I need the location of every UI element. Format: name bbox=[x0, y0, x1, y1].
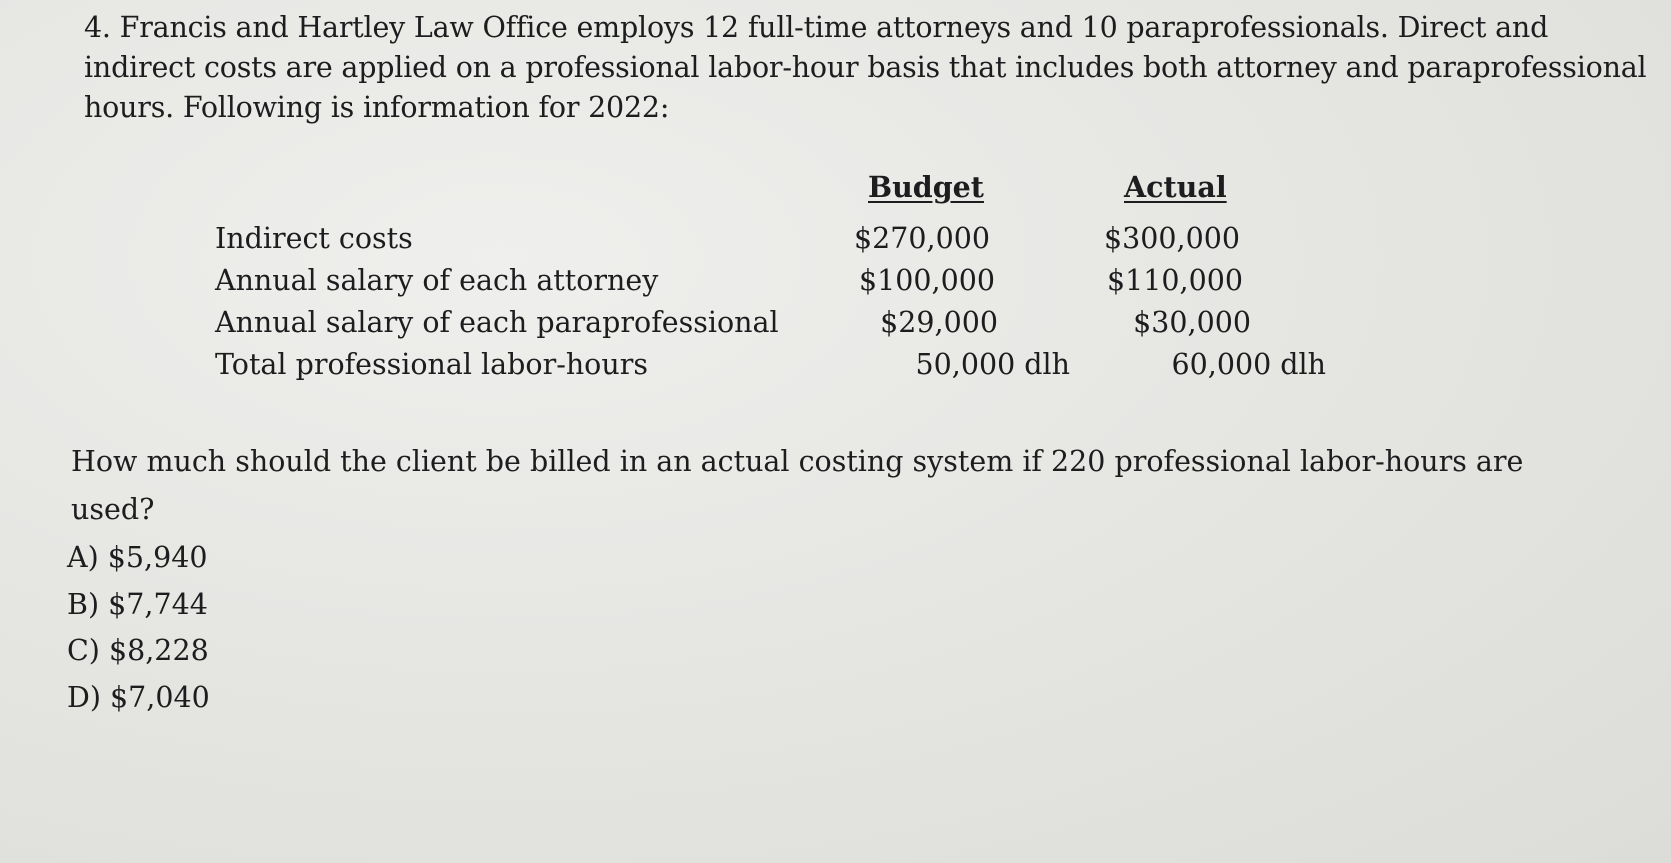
table-cell-actual: $30,000 bbox=[1133, 306, 1251, 339]
table-cell-budget: $270,000 bbox=[854, 222, 990, 255]
table-cell-budget: $29,000 bbox=[880, 306, 998, 339]
table-row-label: Indirect costs bbox=[215, 222, 413, 255]
answer-choice-d: D) $7,040 bbox=[67, 681, 210, 714]
actual-column-header: Actual bbox=[1124, 170, 1227, 204]
table-cell-budget: $100,000 bbox=[859, 264, 995, 297]
answer-choice-a: A) $5,940 bbox=[67, 541, 208, 574]
budget-column-header: Budget bbox=[868, 170, 984, 204]
table-cell-actual: $110,000 bbox=[1107, 264, 1243, 297]
answer-choice-b: B) $7,744 bbox=[67, 588, 208, 621]
question-line: How much should the client be billed in an actual costing system if 220 professional labor-hours are bbox=[71, 445, 1524, 478]
table-cell-budget: 50,000 dlh bbox=[915, 348, 1070, 381]
table-row-label: Annual salary of each attorney bbox=[215, 264, 659, 297]
question-text bbox=[71, 438, 1671, 534]
table-row-label: Total professional labor-hours bbox=[215, 348, 648, 381]
table-row-label: Annual salary of each paraprofessional bbox=[215, 306, 779, 339]
problem-stem: 4. Francis and Hartley Law Office employs 12 full-time attorneys and 10 paraprofessionals. Direct and indirect costs are applied on a professional labor-hour basis that includes both attorney and paraprofessional hours. Following is information for 2022: bbox=[84, 11, 1647, 124]
table-cell-actual: 60,000 dlh bbox=[1171, 348, 1326, 381]
question-line: used? bbox=[71, 493, 155, 526]
answer-choice-c: C) $8,228 bbox=[67, 634, 209, 667]
table-cell-actual: $300,000 bbox=[1104, 222, 1240, 255]
